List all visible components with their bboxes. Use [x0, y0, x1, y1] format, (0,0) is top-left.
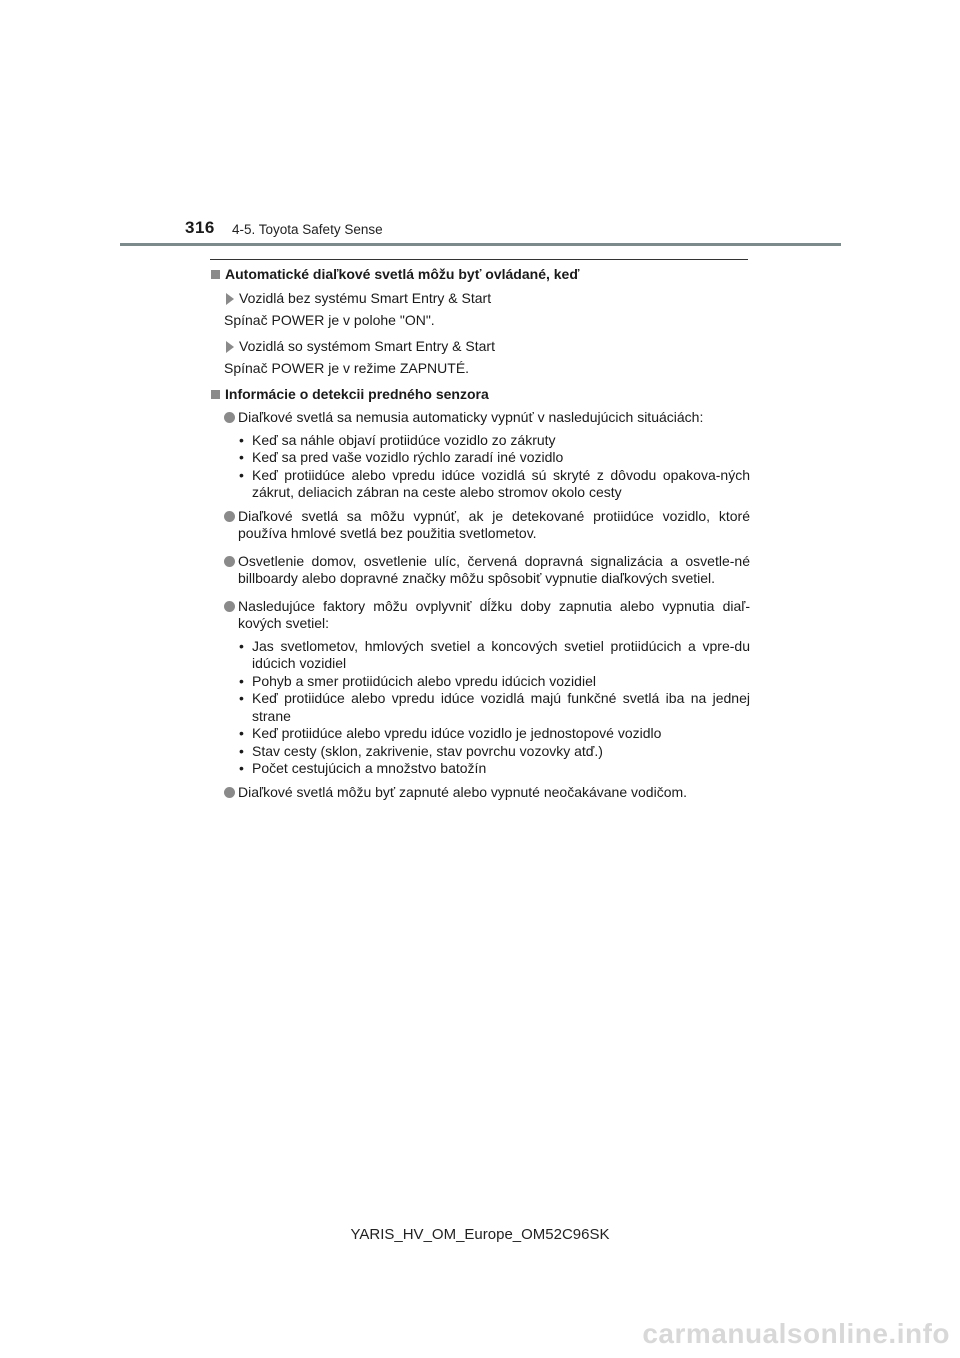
bullet-item: Nasledujúce faktory môžu ovplyvniť dĺžku doby zapnutia alebo vypnutia diaľ-kových svetiel: — [210, 598, 750, 633]
bullet-item: Diaľkové svetlá môžu byť zapnuté alebo vypnuté neočakávane vodičom. — [210, 784, 750, 802]
circle-bullet-icon — [224, 601, 235, 612]
dash-list — [210, 432, 750, 502]
page-number: 316 — [185, 218, 215, 237]
document-id-footer: YARIS_HV_OM_Europe_OM52C96SK — [350, 1226, 610, 1243]
bullet-item: Diaľkové svetlá sa nemusia automaticky vypnúť v nasledujúcich situáciách: — [210, 409, 750, 427]
list-item: • Pohyb a smer protiidúcich alebo vpredu idúcich vozidiel — [239, 672, 596, 689]
section-title: 4-5. Toyota Safety Sense — [232, 222, 383, 237]
dash-list — [210, 638, 750, 778]
square-marker-icon — [211, 270, 220, 279]
list-item: • Keď sa náhle objaví protiidúce vozidlo zo zákruty — [239, 431, 556, 448]
bullet-item: Diaľkové svetlá sa môžu vypnúť, ak je detekované protiidúce vozidlo, ktoré používa hmlové svetlá bez použitia svetlometov. — [210, 508, 750, 543]
list-item: • Keď protiidúce alebo vpredu idúce vozidlá sú skryté z dôvodu opakova-ných zákrut, deliacich zábran na ceste alebo stromov okolo cesty — [239, 466, 750, 500]
triangle-marker-icon — [226, 341, 234, 353]
paragraph: Spínač POWER je v polohe "ON". — [224, 312, 435, 328]
paragraph: Spínač POWER je v režime ZAPNUTÉ. — [224, 360, 470, 376]
list-item: • Keď protiidúce alebo vpredu idúce vozidlo je jednostopové vozidlo — [239, 725, 662, 741]
list-item: • Keď protiidúce alebo vpredu idúce vozidlá majú funkčné svetlá iba na jednej strane — [239, 690, 750, 724]
list-item: • Keď sa pred vaše vozidlo rýchlo zaradí iné vozidlo — [239, 449, 564, 465]
section-heading: Automatické diaľkové svetlá môžu byť ovládané, keď — [210, 266, 750, 284]
list-item: • Stav cesty (sklon, zakrivenie, stav povrchu vozovky atď.) — [239, 742, 603, 759]
circle-bullet-icon — [224, 787, 235, 798]
list-item: • Počet cestujúcich a množstvo batožín — [239, 760, 487, 776]
square-marker-icon — [211, 390, 220, 399]
circle-bullet-icon — [224, 556, 235, 567]
triangle-marker-icon — [226, 293, 234, 305]
list-item: • Jas svetlometov, hmlových svetiel a koncových svetiel protiidúcich a vpre-du idúcich vozidiel — [239, 637, 750, 671]
header-divider — [120, 243, 841, 246]
circle-bullet-icon — [224, 511, 235, 522]
circle-bullet-icon — [224, 412, 235, 423]
content-divider — [210, 259, 748, 260]
section-heading: Informácie o detekcii predného senzora — [210, 386, 750, 404]
page-content — [210, 266, 750, 806]
bullet-item: Osvetlenie domov, osvetlenie ulíc, červená dopravná signalizácia a osvetle-né billboardy alebo dopravné značky môžu spôsobiť vypnutie diaľkových svetiel. — [210, 553, 750, 588]
sub-heading: Vozidlá so systémom Smart Entry & Start — [210, 338, 750, 356]
watermark: carmanualsonline.info — [642, 1318, 950, 1349]
sub-heading: Vozidlá bez systému Smart Entry & Start — [210, 290, 750, 308]
